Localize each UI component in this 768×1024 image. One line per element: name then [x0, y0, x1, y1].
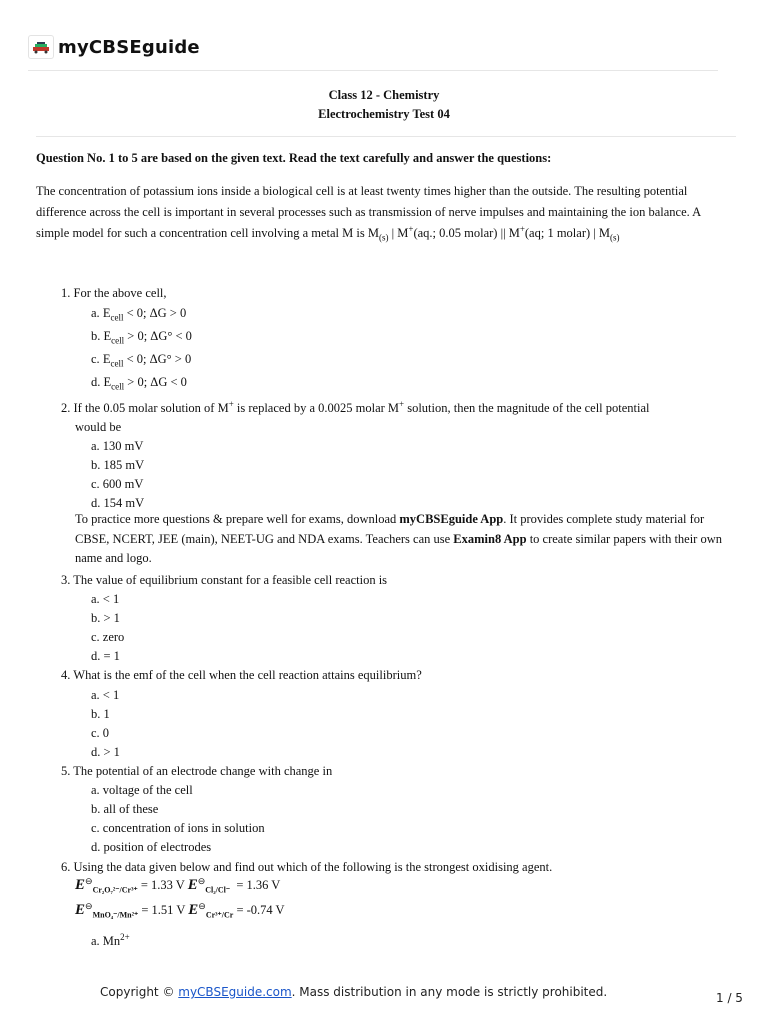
footer-link[interactable]: myCBSEguide.com — [178, 985, 292, 999]
question-1: 1. For the above cell, — [61, 286, 167, 300]
q2-option-d[interactable]: d. 154 mV — [91, 496, 145, 510]
potential-row-2: $E^⊖_{MnO_4^-/Mn^{2+}} = 1.51$ V $E^⊖_{Cr^{3+}/Cr} = -0.74$ V — [75, 900, 285, 920]
question-3: 3. The value of equilibrium constant for a feasible cell reaction is — [61, 573, 388, 587]
potential-row-1: $E^⊖_{Cr_2O_7^{2-}/Cr^{3+}} = 1.33$ V $E^⊖_{Cl_2/Cl^-} = 1.36$ V — [75, 875, 281, 895]
site-header — [28, 34, 200, 60]
q5-option-d[interactable]: d. position of electrodes — [91, 840, 212, 854]
question-6: 6. Using the data given below and find out which of the following is the strongest oxidising agent. — [61, 860, 553, 874]
divider — [36, 136, 736, 137]
logo-icon — [28, 35, 54, 59]
q3-option-c[interactable]: c. zero — [91, 630, 125, 644]
test-title: Electrochemistry Test 04 — [318, 107, 450, 121]
promo-note: To practice more questions & prepare well for exams, download myCBSEguide App. It provides complete study material for CBSE, NCERT, JEE (main), NEET-UG and NDA exams. Teachers can use Examin8 App to create similar papers with their own name and logo. — [75, 512, 723, 565]
q1-option-a[interactable]: a. $E_{cell} < 0$; ΔG > 0 — [91, 306, 187, 323]
q1-option-c[interactable]: c. $E_{cell} < 0$; ΔG° > 0 — [91, 352, 192, 369]
question-5: 5. The potential of an electrode change with change in — [61, 764, 333, 778]
q3-option-a[interactable]: a. < 1 — [91, 592, 120, 606]
question-4: 4. What is the emf of the cell when the cell reaction attains equilibrium? — [61, 668, 422, 682]
q5-option-b[interactable]: b. all of these — [91, 802, 159, 816]
app-link[interactable]: myCBSEguide App — [399, 512, 504, 526]
page-number: 1 / 5 — [716, 991, 743, 1005]
class-title: Class 12 - Chemistry — [328, 88, 440, 102]
q5-option-a[interactable]: a. voltage of the cell — [91, 783, 193, 797]
question-2: 2. If the 0.05 molar solution of M+ is replaced by a 0.0025 molar M+ solution, then the magnitude of the cell potential would be — [61, 398, 650, 434]
instruction: Question No. 1 to 5 are based on the given text. Read the text carefully and answer the questions: — [36, 151, 552, 165]
passage: The concentration of potassium ions inside a biological cell is at least twenty times higher than the outside. The resulting potential difference across the cell is important in several processes such as transmission of nerve impulses and maintaining the ion balance. A simple model for such a concentration cell involving a metal M is $M_{(s)}$ | M+(aq.; 0.05 molar) || M+(aq; 1 molar) | $M_{(s)}$ — [36, 184, 701, 243]
q1-option-d[interactable]: d. $E_{cell} > 0$; ΔG < 0 — [91, 375, 187, 392]
brand-name[interactable]: myCBSEguide — [58, 36, 200, 58]
footer-copyright: Copyright © myCBSEguide.com. Mass distribution in any mode is strictly prohibited. — [100, 985, 608, 999]
q4-option-c[interactable]: c. 0 — [91, 726, 110, 740]
q4-option-a[interactable]: a. < 1 — [91, 688, 120, 702]
q4-option-d[interactable]: d. > 1 — [91, 745, 120, 759]
examin8-link[interactable]: Examin8 App — [453, 531, 527, 546]
q3-option-b[interactable]: b. > 1 — [91, 611, 120, 625]
q2-option-c[interactable]: c. 600 mV — [91, 477, 144, 491]
q2-option-b[interactable]: b. 185 mV — [91, 458, 145, 472]
q2-option-a[interactable]: a. 130 mV — [91, 439, 144, 453]
divider — [28, 70, 718, 71]
q3-option-d[interactable]: d. = 1 — [91, 649, 120, 663]
q5-option-c[interactable]: c. concentration of ions in solution — [91, 821, 265, 835]
q1-option-b[interactable]: b. $E_{cell} > 0$; ΔG° < 0 — [91, 329, 192, 346]
q6-option-a[interactable]: a. $Mn^{2+}$ — [91, 931, 130, 948]
q4-option-b[interactable]: b. 1 — [91, 707, 110, 721]
